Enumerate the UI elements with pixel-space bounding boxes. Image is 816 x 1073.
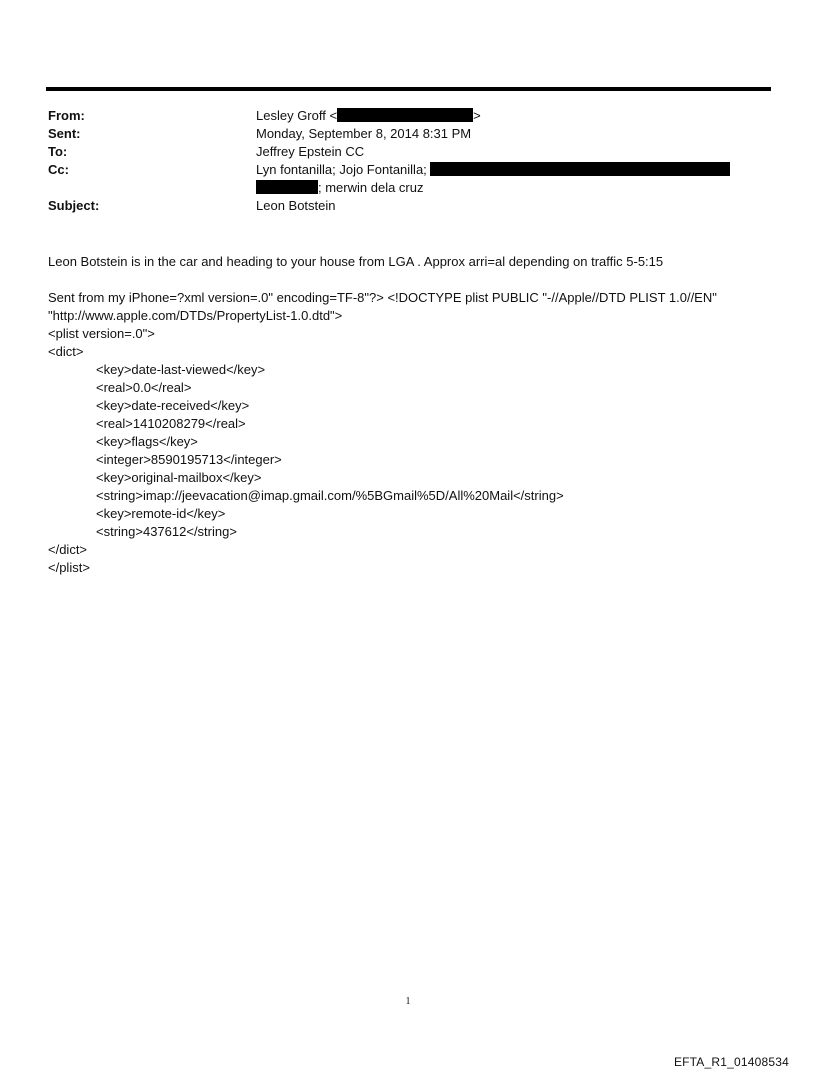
redaction-box: [337, 108, 473, 122]
redaction-box: [430, 162, 730, 176]
cc-label: Cc:: [48, 162, 69, 177]
from-name: Lesley Groff <: [256, 108, 338, 123]
cc-line2: ; merwin dela cruz: [318, 180, 424, 195]
plist-line: <string>imap://jeevacation@imap.gmail.com/%5BGmail%5D/All%20Mail</string>: [96, 488, 564, 503]
cc-value: [256, 161, 768, 197]
cc-line1: Lyn fontanilla; Jojo Fontanilla;: [256, 162, 427, 177]
plist-line: Sent from my iPhone=?xml version=.0" encoding=TF-8"?> <!DOCTYPE plist PUBLIC "-//Apple//DTD PLIST 1.0//EN": [48, 290, 717, 305]
from-row: [48, 107, 768, 125]
header-rule: [46, 87, 771, 91]
page-number: 1: [405, 996, 411, 1007]
plist-block: [48, 289, 773, 577]
plist-line: <real>1410208279</real>: [96, 416, 246, 431]
plist-line: <key>date-received</key>: [96, 398, 250, 413]
plist-line: "http://www.apple.com/DTDs/PropertyList-1.0.dtd">: [48, 308, 343, 323]
plist-line: <key>date-last-viewed</key>: [96, 362, 266, 377]
plist-line: </plist>: [48, 560, 90, 575]
plist-line: <key>flags</key>: [96, 434, 198, 449]
subject-row: [48, 197, 768, 215]
sent-row: [48, 125, 768, 143]
from-close: >: [473, 108, 481, 123]
plist-line: <plist version=.0">: [48, 326, 155, 341]
email-body: [48, 253, 773, 577]
message-text: Leon Botstein is in the car and heading to your house from LGA . Approx arri=al depending on traffic 5-5:15: [48, 254, 664, 269]
from-value: [256, 107, 768, 125]
plist-line: </dict>: [48, 542, 88, 557]
to-row: [48, 143, 768, 161]
sent-value: Monday, September 8, 2014 8:31 PM: [256, 126, 472, 141]
subject-value: Leon Botstein: [256, 198, 336, 213]
sent-label: Sent:: [48, 126, 81, 141]
plist-line: <real>0.0</real>: [96, 380, 192, 395]
email-header: [48, 107, 768, 215]
plist-line: <dict>: [48, 344, 84, 359]
plist-line: <integer>8590195713</integer>: [96, 452, 282, 467]
to-value: Jeffrey Epstein CC: [256, 144, 365, 159]
plist-line: <key>remote-id</key>: [96, 506, 226, 521]
to-label: To:: [48, 144, 68, 159]
from-label: From:: [48, 108, 85, 123]
plist-line: <string>437612</string>: [96, 524, 237, 539]
cc-row: [48, 161, 768, 197]
plist-line: <key>original-mailbox</key>: [96, 470, 262, 485]
bates-number: EFTA_R1_01408534: [673, 1055, 789, 1069]
subject-label: Subject:: [48, 198, 100, 213]
redaction-box: [256, 180, 318, 194]
